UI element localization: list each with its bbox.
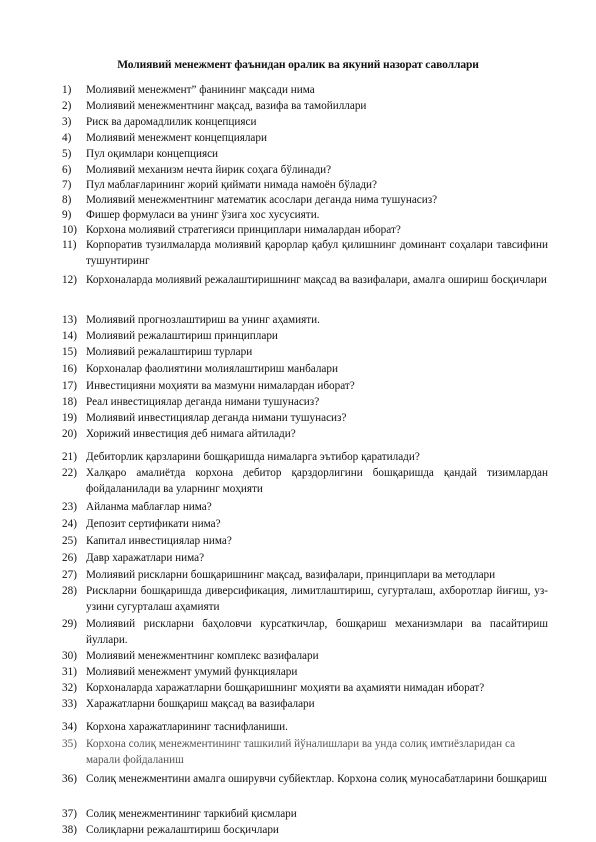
item-text: Солиқларни режалаштириш босқичлари	[86, 824, 279, 836]
item-text: Харажатларни бошқариш мақсад ва вазифалари	[86, 698, 315, 710]
item-number: 33)	[62, 698, 77, 710]
item-text: Молиявий менежментнинг комплекс вазифалари	[86, 650, 319, 662]
item-text: Корпоратив тузилмаларда молиявий қарорлар қабул қилишнинг доминант соҳалари тавсифини тушунтиринг	[86, 239, 548, 267]
item-number: 22)	[62, 467, 77, 479]
item-number: 36)	[62, 773, 77, 785]
item-text: Молиявий режалаштириш турлари	[86, 346, 253, 358]
item-number: 11)	[62, 239, 77, 251]
item-text: Молиявий менежментнинг мақсад, вазифа ва тамойиллари	[86, 100, 367, 112]
item-text: Корхоналарда харажатларни бошқаришнинг моҳияти ва аҳамияти нимадан иборат?	[86, 682, 485, 694]
item-text: Реал инвестициялар деганда нимани тушунасиз?	[86, 396, 320, 408]
item-text: Капитал инвестициялар нима?	[86, 535, 232, 547]
item-number: 17)	[62, 380, 77, 392]
item-number: 6)	[62, 164, 72, 176]
item-number: 38)	[62, 824, 77, 836]
item-number: 25)	[62, 535, 77, 547]
item-number: 14)	[62, 330, 77, 342]
item-text: Корхона солиқ менежментининг ташкилий йўналишлари ва унда солиқ имтиёзларидан са марали фойдаланиш	[86, 738, 516, 766]
item-number: 35)	[62, 738, 77, 750]
item-text: Корхона молиявий стратегияси принциплари нималардан иборат?	[86, 224, 401, 236]
item-text: Молиявий менежмент умумий функциялари	[86, 666, 298, 678]
item-text: Айланма маблағлар нима?	[86, 501, 212, 513]
item-number: 32)	[62, 682, 77, 694]
item-text: Молиявий менежмент концепциялари	[86, 132, 267, 144]
item-text: Хорижий инвестиция деб нимага айтилади?	[86, 428, 296, 440]
item-number: 7)	[62, 179, 72, 191]
document-title: Молиявий менежмент фаънидан оралик ва якуний назорат саволлари	[117, 59, 479, 71]
item-number: 30)	[62, 650, 77, 662]
item-text: Дебиторлик қарзларини бошқаришда нималарга эътибор қаратилади?	[86, 451, 420, 463]
item-number: 21)	[62, 451, 77, 463]
item-text: Молиявий инвестициялар деганда нимани тушунасиз?	[86, 412, 347, 424]
item-text: Молиявий рискларни баҳоловчи курсаткичлар, бошқариш механизмлари ва пасайтириш йуллари.	[86, 618, 548, 646]
item-number: 9)	[62, 209, 72, 221]
item-number: 3)	[62, 116, 72, 128]
item-text: Давр харажатлари нима?	[86, 552, 205, 564]
item-text: Фишер формуласи ва унинг ўзига хос хусусияти.	[86, 209, 320, 221]
item-number: 19)	[62, 412, 77, 424]
item-number: 23)	[62, 501, 77, 513]
item-number: 20)	[62, 428, 77, 440]
item-number: 12)	[62, 274, 77, 286]
item-number: 5)	[62, 148, 72, 160]
item-text: Молиявий менежмент” фанининг мақсади нима	[86, 84, 315, 96]
item-number: 13)	[62, 314, 77, 326]
item-text: Халқаро амалиётда корхона дебитор қарздорлигини бошқаришда қандай тизимлардан фойдаланилади ва уларнинг моҳияти	[86, 467, 548, 495]
item-text: Солиқ менежментининг таркибий қисмлари	[86, 808, 297, 820]
item-number: 26)	[62, 552, 77, 564]
item-text: Корхоналар фаолиятини молиялаштириш манбалари	[86, 363, 338, 375]
item-number: 24)	[62, 518, 77, 530]
item-number: 8)	[62, 194, 72, 206]
item-number: 4)	[62, 132, 72, 144]
item-number: 28)	[62, 585, 77, 597]
item-text: Молиявий механизм нечта йирик соҳага бўлинади?	[86, 164, 332, 176]
item-number: 27)	[62, 569, 77, 581]
item-text: Молиявий режалаштириш принциплари	[86, 330, 278, 342]
item-text: Риск ва даромадлилик концепцияси	[86, 116, 257, 128]
item-number: 18)	[62, 396, 77, 408]
item-text: Инвестицияни моҳияти ва мазмуни нималардан иборат?	[86, 380, 355, 392]
item-number: 34)	[62, 721, 77, 733]
item-text: Молиявий прогнозлаштириш ва унинг аҳамияти.	[86, 314, 320, 326]
item-number: 31)	[62, 666, 77, 678]
item-text: Пул оқимлари концепцияси	[86, 148, 219, 160]
item-number: 29)	[62, 618, 77, 630]
item-text: Пул маблағларининг жорий қиймати нимада намоён бўлади?	[86, 179, 377, 191]
item-number: 37)	[62, 808, 77, 820]
item-number: 2)	[62, 100, 72, 112]
item-number: 1)	[62, 84, 72, 96]
item-number: 15)	[62, 346, 77, 358]
item-number: 16)	[62, 363, 77, 375]
item-text: Солиқ менежментини амалга оширувчи субйектлар. Корхона солиқ муносабатларини бошқариш	[86, 773, 547, 785]
item-text: Корхоналарда молиявий режалаштиришнинг мақсад ва вазифалари, амалга ошириш босқичлари	[86, 274, 547, 286]
item-text: Депозит сертификати нима?	[86, 518, 221, 530]
item-text: Рискларни бошқаришда диверсификация, лимитлаштириш, сугурталаш, ахборотлар йиғиш, уз-узини сугурталаш аҳамияти	[86, 585, 548, 613]
item-text: Молиявий менежментнинг математик асослари деганда нима тушунасиз?	[86, 194, 438, 206]
item-text: Корхона харажатларининг таснифланиши.	[86, 721, 288, 733]
item-text: Молиявий рискларни бошқаришнинг мақсад, вазифалари, принциплари ва методлари	[86, 569, 496, 581]
item-number: 10)	[62, 224, 77, 236]
